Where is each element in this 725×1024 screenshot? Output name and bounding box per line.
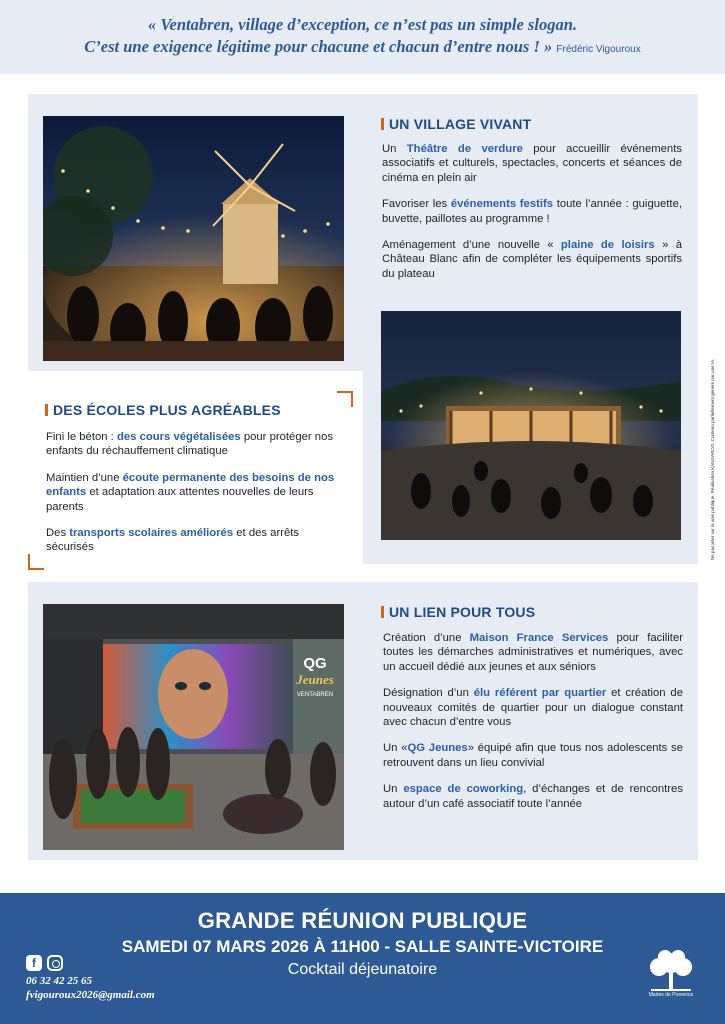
title-accent-bar [381,606,384,618]
lien-text [383,631,683,823]
footer-banner [0,893,725,1024]
title-accent-bar [45,404,48,416]
event-subtitle: Cocktail déjeunatoire [287,961,438,978]
slogan-quote [0,14,725,61]
village-text [382,142,682,293]
qg-sign-text-3: VENTABREN [296,692,334,698]
ecoles-paragraph-3: Des transports scolaires améliorés et des arrêts sécurisés [46,527,300,554]
event-title: GRANDE RÉUNION PUBLIQUE [197,908,528,933]
village-paragraph-1: Un Théâtre de verdure pour accueillir événements associatifs et culturels, spectacles, concerts et séances de cinéma en plein air [382,143,682,184]
village-paragraph-3: Aménagement d’une nouvelle « plaine de loisirs » à Château Blanc afin de compléter les équipements sportifs du plateau [382,239,683,280]
title-accent-bar [381,118,384,130]
quote-line-1: « Ventabren, village d’exception, ce n’est pas un simple slogan. [148,15,577,34]
lien-paragraph-1: Création d’une Maison France Services pour faciliter toutes les démarches administratives et numériques, avec un accueil dédié aux jeunes et aux séniors [383,632,683,673]
ecoles-corner-top-right [337,391,353,407]
social-links [26,955,63,971]
village-title: UN VILLAGE VIVANT [381,116,531,132]
ecoles-text [46,430,346,567]
lien-paragraph-2: Désignation d’un élu référent par quartier et création de nouveaux comités de quartier pour un dialogue constant avec chacun d’entre vous [383,687,683,729]
lien-paragraph-4: Un espace de coworking, d’échanges et de rencontres autour d’un café associatif toute l’année [383,783,683,810]
event-date: SAMEDI 07 MARS 2026 À 11H00 - SALLE SAINTE-VICTOIRE [121,937,604,956]
facebook-icon[interactable]: f [26,955,42,971]
ecoles-paragraph-2: Maintien d’une écoute permanente des besoins de nos enfants et adaptation aux attentes nouvelles de leurs parents [46,471,335,513]
contact-phone[interactable]: 06 32 42 25 65 [26,975,92,987]
lien-title: UN LIEN POUR TOUS [381,604,535,620]
quote-author: Frédéric Vigouroux [556,44,641,55]
theatre-verdure-photo [381,311,681,540]
ecoles-corner-bottom-left [28,554,44,570]
qg-sign-text-2: Jeunes [296,672,334,687]
contact-email[interactable]: fvigouroux2026@gmail.com [26,989,155,1001]
qg-sign-text: QG [303,655,327,672]
legal-sidenote: Ne pas jeter sur la voie publique. Réalisation KANGAROO. Contenu partiellement généré par une IA. [710,358,715,560]
instagram-icon[interactable] [47,955,63,971]
ecoles-paragraph-1: Fini le béton : des cours végétalisées pour protéger nos enfants du réchauffement climatique [46,431,334,458]
quote-line-2: C’est une exigence légitime pour chacune et chacun d’entre nous ! » Frédéric Vigouroux [84,37,641,56]
quote-banner [0,0,725,74]
village-night-photo [43,116,344,361]
lien-paragraph-3: Un «QG Jeunes» équipé afin que tous nos adolescents se retrouvent dans un lieu convivial [383,742,683,769]
qg-jeunes-photo [43,604,344,850]
ecoles-title: DES ÉCOLES PLUS AGRÉABLES [45,402,281,418]
village-paragraph-2: Favoriser les événements festifs toute l’année : guiguette, buvette, paillotes au programme ! [382,198,682,225]
logo-caption: Maires de Provence [648,992,694,998]
